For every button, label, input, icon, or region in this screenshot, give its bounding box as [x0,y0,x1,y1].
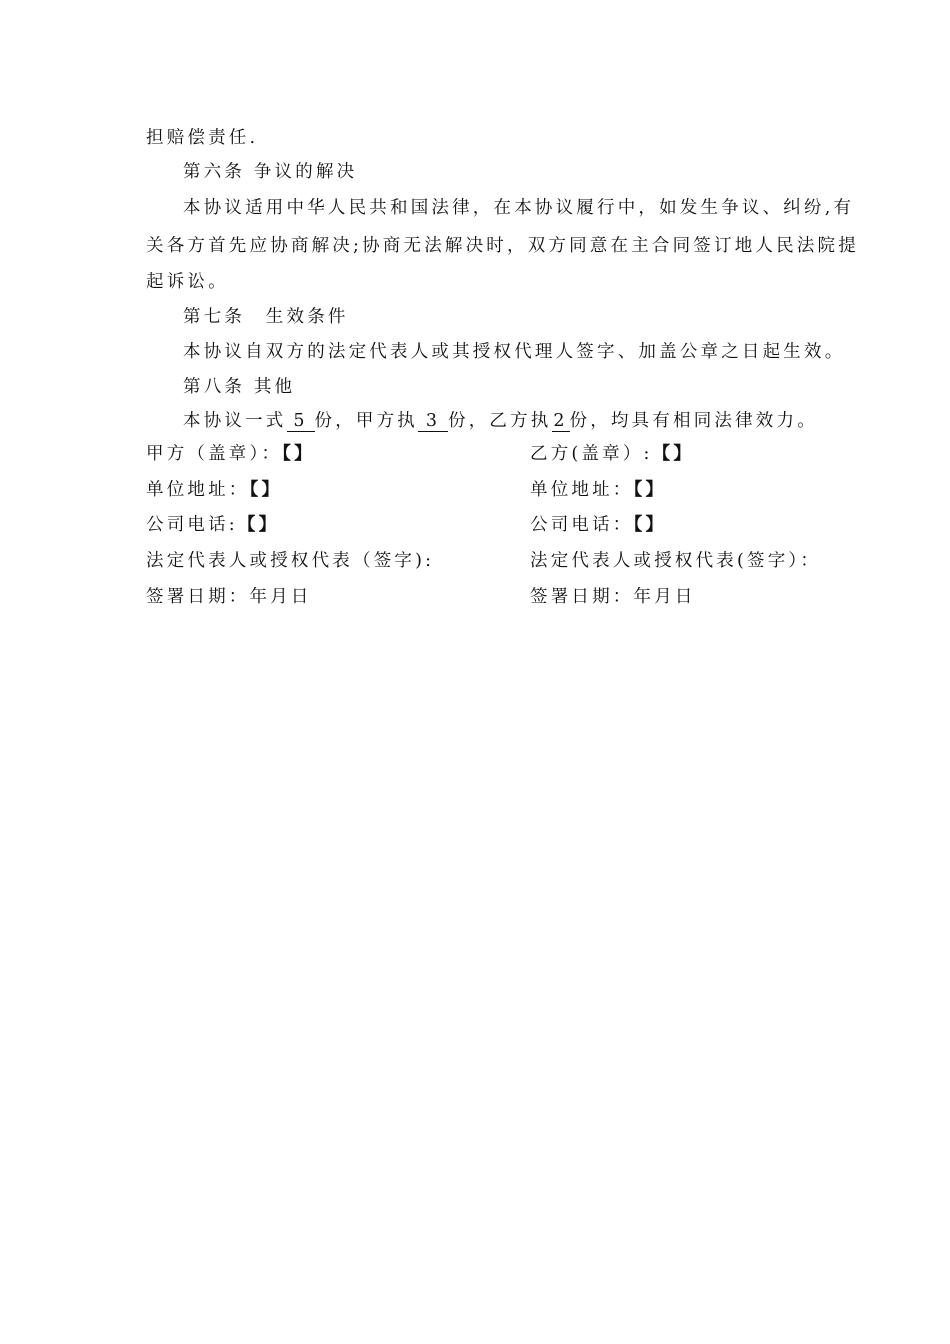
article-7-paragraph: 本协议自双方的法定代表人或其授权代理人签字、加盖公章之日起生效。 [183,342,846,362]
party-a-phone-label: 公司电话: [146,515,238,535]
article-6-paragraph-line-1: 本协议适用中华人民共和国法律，在本协议履行中，如发生争议、纠纷,有 [183,198,855,218]
article-8-text-a: 本协议一式 [183,411,287,431]
party-a-phone-line [146,513,279,537]
copies-party-a-blank: 3 [418,411,448,432]
party-b-seal-line [530,442,694,466]
article-8-text-b: 份，甲方执 [314,411,418,431]
party-a-address-label: 单位地址： [146,480,250,500]
copies-party-b-blank: 2 [553,411,568,431]
party-b-seal-label: 乙方(盖章）: [530,444,653,464]
party-a-address-line [146,478,282,502]
party-b-address-line [530,478,666,502]
article-8-text-c: 份，乙方执 [448,411,552,431]
party-a-seal-value: 【】 [282,444,315,464]
article-6-paragraph-line-2: 关各方首先应协商解决;协商无法解决时，双方同意在主合同签订地人民法院提 [146,236,859,256]
party-a-address-value: 【】 [249,480,283,500]
party-b-address-value: 【】 [633,480,667,500]
article-8-text-d: 份，均具有相同法律效力。 [569,411,818,431]
article-8-heading: 第八条 其他 [183,377,296,397]
party-a-seal-line [146,442,315,466]
party-a-phone-value: 【】 [237,515,280,535]
party-a-date-line: 签署日期：年月日 [146,587,312,607]
party-a-seal-label: 甲方（盖章）： [146,444,283,464]
text-line-liability: 担赔偿责任. [146,128,259,148]
party-b-address-label: 单位地址： [530,480,634,500]
copies-total-blank: 5 [287,411,315,432]
article-7-heading: 第七条 生效条件 [183,307,349,327]
party-a-representative-line: 法定代表人或授权代表（签字): [146,551,435,571]
party-b-seal-value: 【】 [652,444,695,464]
party-b-phone-line [530,513,666,537]
party-b-representative-line: 法定代表人或授权代表(签字）： [530,551,822,571]
party-b-phone-label: 公司电话： [530,515,634,535]
article-6-paragraph-line-3: 起诉讼。 [146,272,229,292]
article-6-heading: 第六条 争议的解决 [183,162,358,182]
article-8-paragraph [183,409,818,433]
party-b-phone-value: 【】 [633,515,667,535]
party-b-date-line: 签署日期：年月日 [530,587,696,607]
